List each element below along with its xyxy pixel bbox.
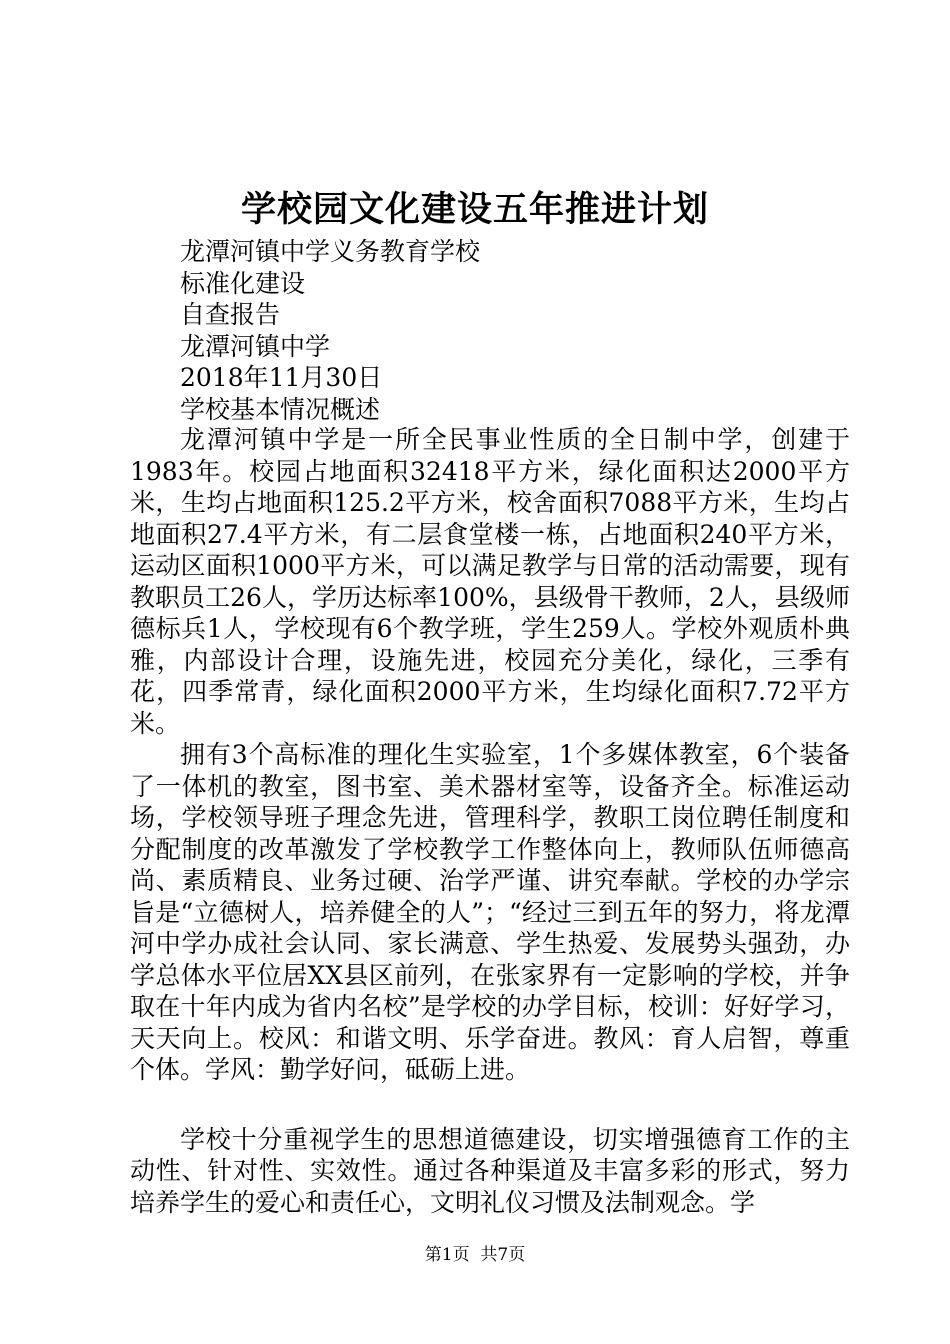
date-line: 2018年11月30日 xyxy=(180,363,383,392)
subject-line: 标准化建设 xyxy=(180,268,306,298)
document-meta xyxy=(180,236,880,425)
report-type-line: 自查报告 xyxy=(180,300,281,329)
paragraph-moral-education: 学校十分重视学生的思想道德建设，切实增强德育工作的主动性、针对性、实效性。通过各种渠道及丰富多彩的形式，努力培养学生的爱心和责任心，文明礼仪习惯及法制观念。学 xyxy=(130,1124,850,1217)
page-number-footer: 第1页 共7页 xyxy=(424,1245,526,1265)
school-name-line: 龙潭河镇中学义务教育学校 xyxy=(180,237,481,266)
document-title: 学校园文化建设五年推进计划 xyxy=(240,189,709,230)
paragraph-facilities: 拥有3个高标准的理化生实验室，1个多媒体教室，6个装备了一体机的教室，图书室、美术器材室等，设备齐全。标准运动场，学校领导班子理念先进，管理科学，教职工岗位聘任制度和分配制度的改革激发了学校教学工作整体向上，教师队伍师德高尚、素质精良、业务过硬、治学严谨、讲究奉献。学校的办学宗旨是“立德树人，培养健全的人”；“经过三到五年的努力，将龙潭河中学办成社会认同、家长满意、学生热爱、发展势头强劲，办学总体水平位居XX县区前列，在张家界有一定影响的学校，并争取在十年内成为省内名校”是学校的办学目标，校训：好好学习，天天向上。校风：和谐文明、乐学奋进。教风：育人启智，尊重个体。学风：勤学好问，砥砺上进。 xyxy=(130,740,850,1084)
author-line: 龙潭河镇中学 xyxy=(180,331,331,361)
section-heading: 学校基本情况概述 xyxy=(180,394,381,424)
paragraph-overview: 龙潭河镇中学是一所全民事业性质的全日制中学，创建于1983年。校园占地面积32418平方米，绿化面积达2000平方米，生均占地面积125.2平方米，校舍面积7088平方米，生均占地面积27.4平方米，有二层食堂楼一栋，占地面积240平方米，运动区面积1000平方米，可以满足教学与日常的活动需要，现有教职员工26人，学历达标率100%，县级骨干教师，2人，县级师德标兵1人，学校现有6个教学班，学生259人。学校外观质朴典雅，内部设计合理，设施先进，校园充分美化，绿化，三季有花，四季常青，绿化面积2000平方米，生均绿化面积7.72平方米。 xyxy=(130,425,850,738)
document-body xyxy=(130,424,850,1218)
